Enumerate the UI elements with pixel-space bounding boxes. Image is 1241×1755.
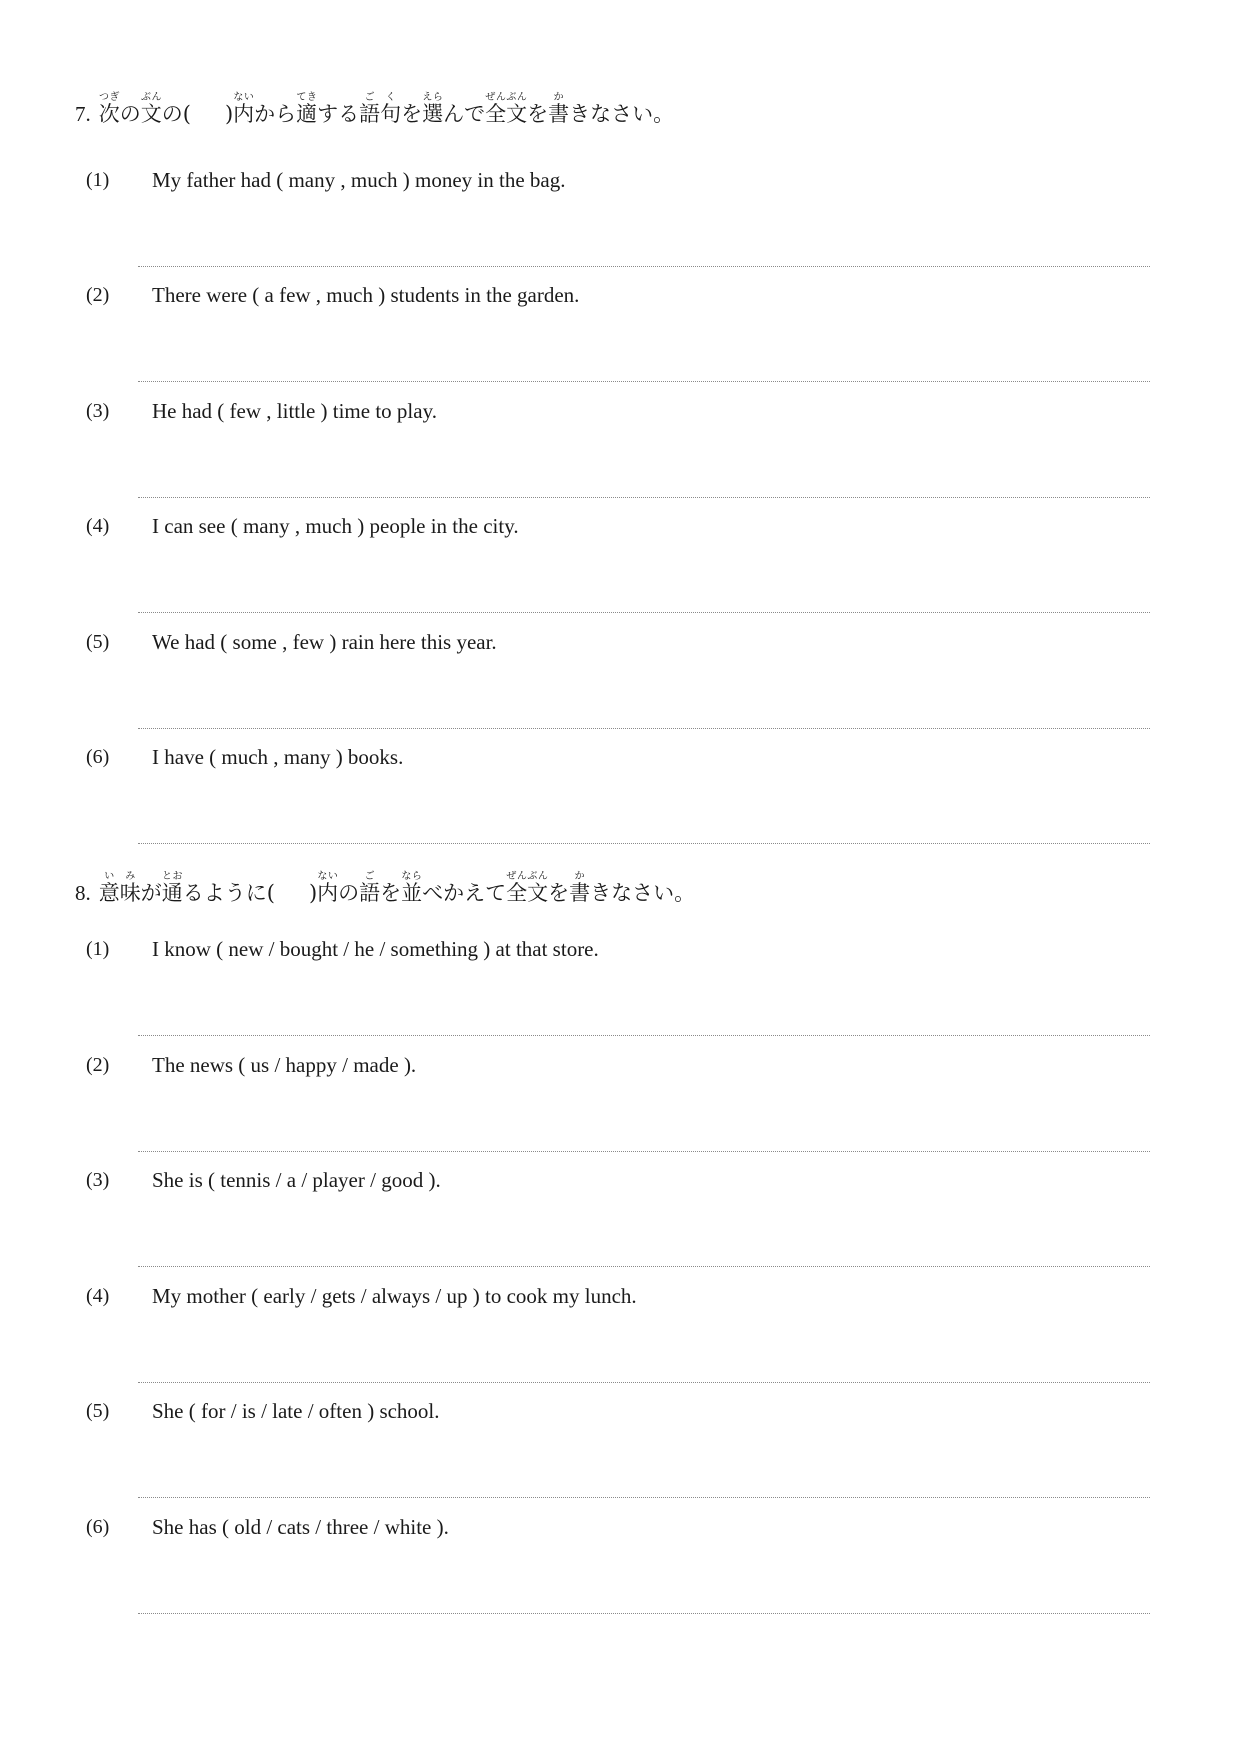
question-number: (6) xyxy=(86,746,110,768)
question-text: The news ( us / happy / made ). xyxy=(152,1053,417,1077)
section-8-number: 8. xyxy=(75,881,91,905)
furigana: か xyxy=(548,92,570,103)
answer-line-8-4[interactable] xyxy=(138,1382,1150,1383)
instruction-text: きなさい。 xyxy=(569,102,675,126)
furigana: ぶん xyxy=(140,92,162,103)
question-text: He had ( few , little ) time to play. xyxy=(152,399,437,423)
instruction-text: の xyxy=(119,102,141,126)
question-8-2 xyxy=(0,1050,1241,1080)
question-number: (3) xyxy=(86,1169,110,1191)
question-number: (3) xyxy=(86,400,110,422)
ruby-word: 語ご xyxy=(359,92,381,126)
furigana: つぎ xyxy=(98,92,120,103)
question-7-2 xyxy=(0,280,1241,310)
question-text: My mother ( early / gets / always / up ) to cook my lunch. xyxy=(152,1284,637,1308)
instruction-text: ) xyxy=(308,881,318,905)
section-8-instruction xyxy=(98,871,696,905)
question-number: (2) xyxy=(86,284,110,306)
question-number: (4) xyxy=(86,515,110,537)
question-8-4 xyxy=(0,1281,1241,1311)
question-text: There were ( a few , much ) students in the garden. xyxy=(152,283,580,307)
answer-line-8-1[interactable] xyxy=(138,1035,1150,1036)
question-8-1 xyxy=(0,934,1241,964)
answer-line-7-2[interactable] xyxy=(138,381,1150,382)
instruction-text: を xyxy=(401,102,423,126)
furigana: なら xyxy=(401,871,423,882)
section-7-heading xyxy=(75,92,674,126)
ruby-word: 句く xyxy=(380,92,402,126)
instruction-text: べかえて xyxy=(422,881,507,905)
instruction-text: んで xyxy=(443,102,486,126)
ruby-word: 書か xyxy=(548,92,570,126)
question-text: I can see ( many , much ) people in the city. xyxy=(152,514,519,538)
ruby-word: 書か xyxy=(569,871,591,905)
instruction-text: の( xyxy=(161,102,191,126)
question-number: (1) xyxy=(86,938,110,960)
answer-line-8-2[interactable] xyxy=(138,1151,1150,1152)
question-number: (5) xyxy=(86,1400,110,1422)
ruby-word: 意味いみ xyxy=(98,871,141,905)
instruction-text: から xyxy=(254,102,297,126)
question-number: (2) xyxy=(86,1054,110,1076)
question-text: She is ( tennis / a / player / good ). xyxy=(152,1168,441,1192)
furigana: てき xyxy=(296,92,318,103)
section-8-heading xyxy=(75,871,695,905)
question-text: I know ( new / bought / he / something ) at that store. xyxy=(152,937,599,961)
question-8-5 xyxy=(0,1396,1241,1426)
ruby-word: 並なら xyxy=(401,871,423,905)
question-7-3 xyxy=(0,396,1241,426)
instruction-text: の xyxy=(338,881,360,905)
question-7-4 xyxy=(0,511,1241,541)
furigana: いみ xyxy=(98,871,141,882)
furigana: ご xyxy=(359,92,381,103)
furigana: ぜんぶん xyxy=(506,871,549,882)
instruction-text: を xyxy=(380,881,402,905)
answer-line-7-3[interactable] xyxy=(138,497,1150,498)
instruction-text: を xyxy=(527,102,549,126)
instruction-text: ) xyxy=(224,102,234,126)
question-number: (1) xyxy=(86,169,110,191)
furigana: く xyxy=(380,92,402,103)
question-number: (4) xyxy=(86,1285,110,1307)
question-text: We had ( some , few ) rain here this year. xyxy=(152,630,497,654)
question-text: My father had ( many , much ) money in the bag. xyxy=(152,168,566,192)
answer-line-7-4[interactable] xyxy=(138,612,1150,613)
furigana: ない xyxy=(233,92,255,103)
ruby-word: 文ぶん xyxy=(140,92,162,126)
answer-line-8-6[interactable] xyxy=(138,1613,1150,1614)
question-8-6 xyxy=(0,1512,1241,1542)
section-7-number: 7. xyxy=(75,102,91,126)
question-text: She ( for / is / late / often ) school. xyxy=(152,1399,440,1423)
question-8-3 xyxy=(0,1165,1241,1195)
answer-line-7-6[interactable] xyxy=(138,843,1150,844)
question-7-6 xyxy=(0,742,1241,772)
instruction-text: する xyxy=(317,102,360,126)
ruby-word: 内ない xyxy=(233,92,255,126)
ruby-word: 通とお xyxy=(161,871,183,905)
question-number: (6) xyxy=(86,1516,110,1538)
furigana: ない xyxy=(317,871,339,882)
answer-line-8-3[interactable] xyxy=(138,1266,1150,1267)
ruby-word: 次つぎ xyxy=(98,92,120,126)
instruction-text: が xyxy=(140,881,162,905)
furigana: か xyxy=(569,871,591,882)
furigana: えら xyxy=(422,92,444,103)
furigana: とお xyxy=(161,871,183,882)
instruction-text: を xyxy=(548,881,570,905)
question-7-1 xyxy=(0,165,1241,195)
ruby-word: 全文ぜんぶん xyxy=(506,871,549,905)
instruction-text: るように( xyxy=(182,881,275,905)
section-7-instruction xyxy=(98,92,675,126)
question-text: She has ( old / cats / three / white ). xyxy=(152,1515,449,1539)
instruction-text: きなさい。 xyxy=(590,881,696,905)
question-text: I have ( much , many ) books. xyxy=(152,745,404,769)
furigana: ぜんぶん xyxy=(485,92,528,103)
ruby-word: 選えら xyxy=(422,92,444,126)
ruby-word: 内ない xyxy=(317,871,339,905)
question-7-5 xyxy=(0,627,1241,657)
answer-line-8-5[interactable] xyxy=(138,1497,1150,1498)
ruby-word: 全文ぜんぶん xyxy=(485,92,528,126)
question-number: (5) xyxy=(86,631,110,653)
furigana: ご xyxy=(359,871,381,882)
ruby-word: 適てき xyxy=(296,92,318,126)
ruby-word: 語ご xyxy=(359,871,381,905)
answer-line-7-1[interactable] xyxy=(138,266,1150,267)
answer-line-7-5[interactable] xyxy=(138,728,1150,729)
